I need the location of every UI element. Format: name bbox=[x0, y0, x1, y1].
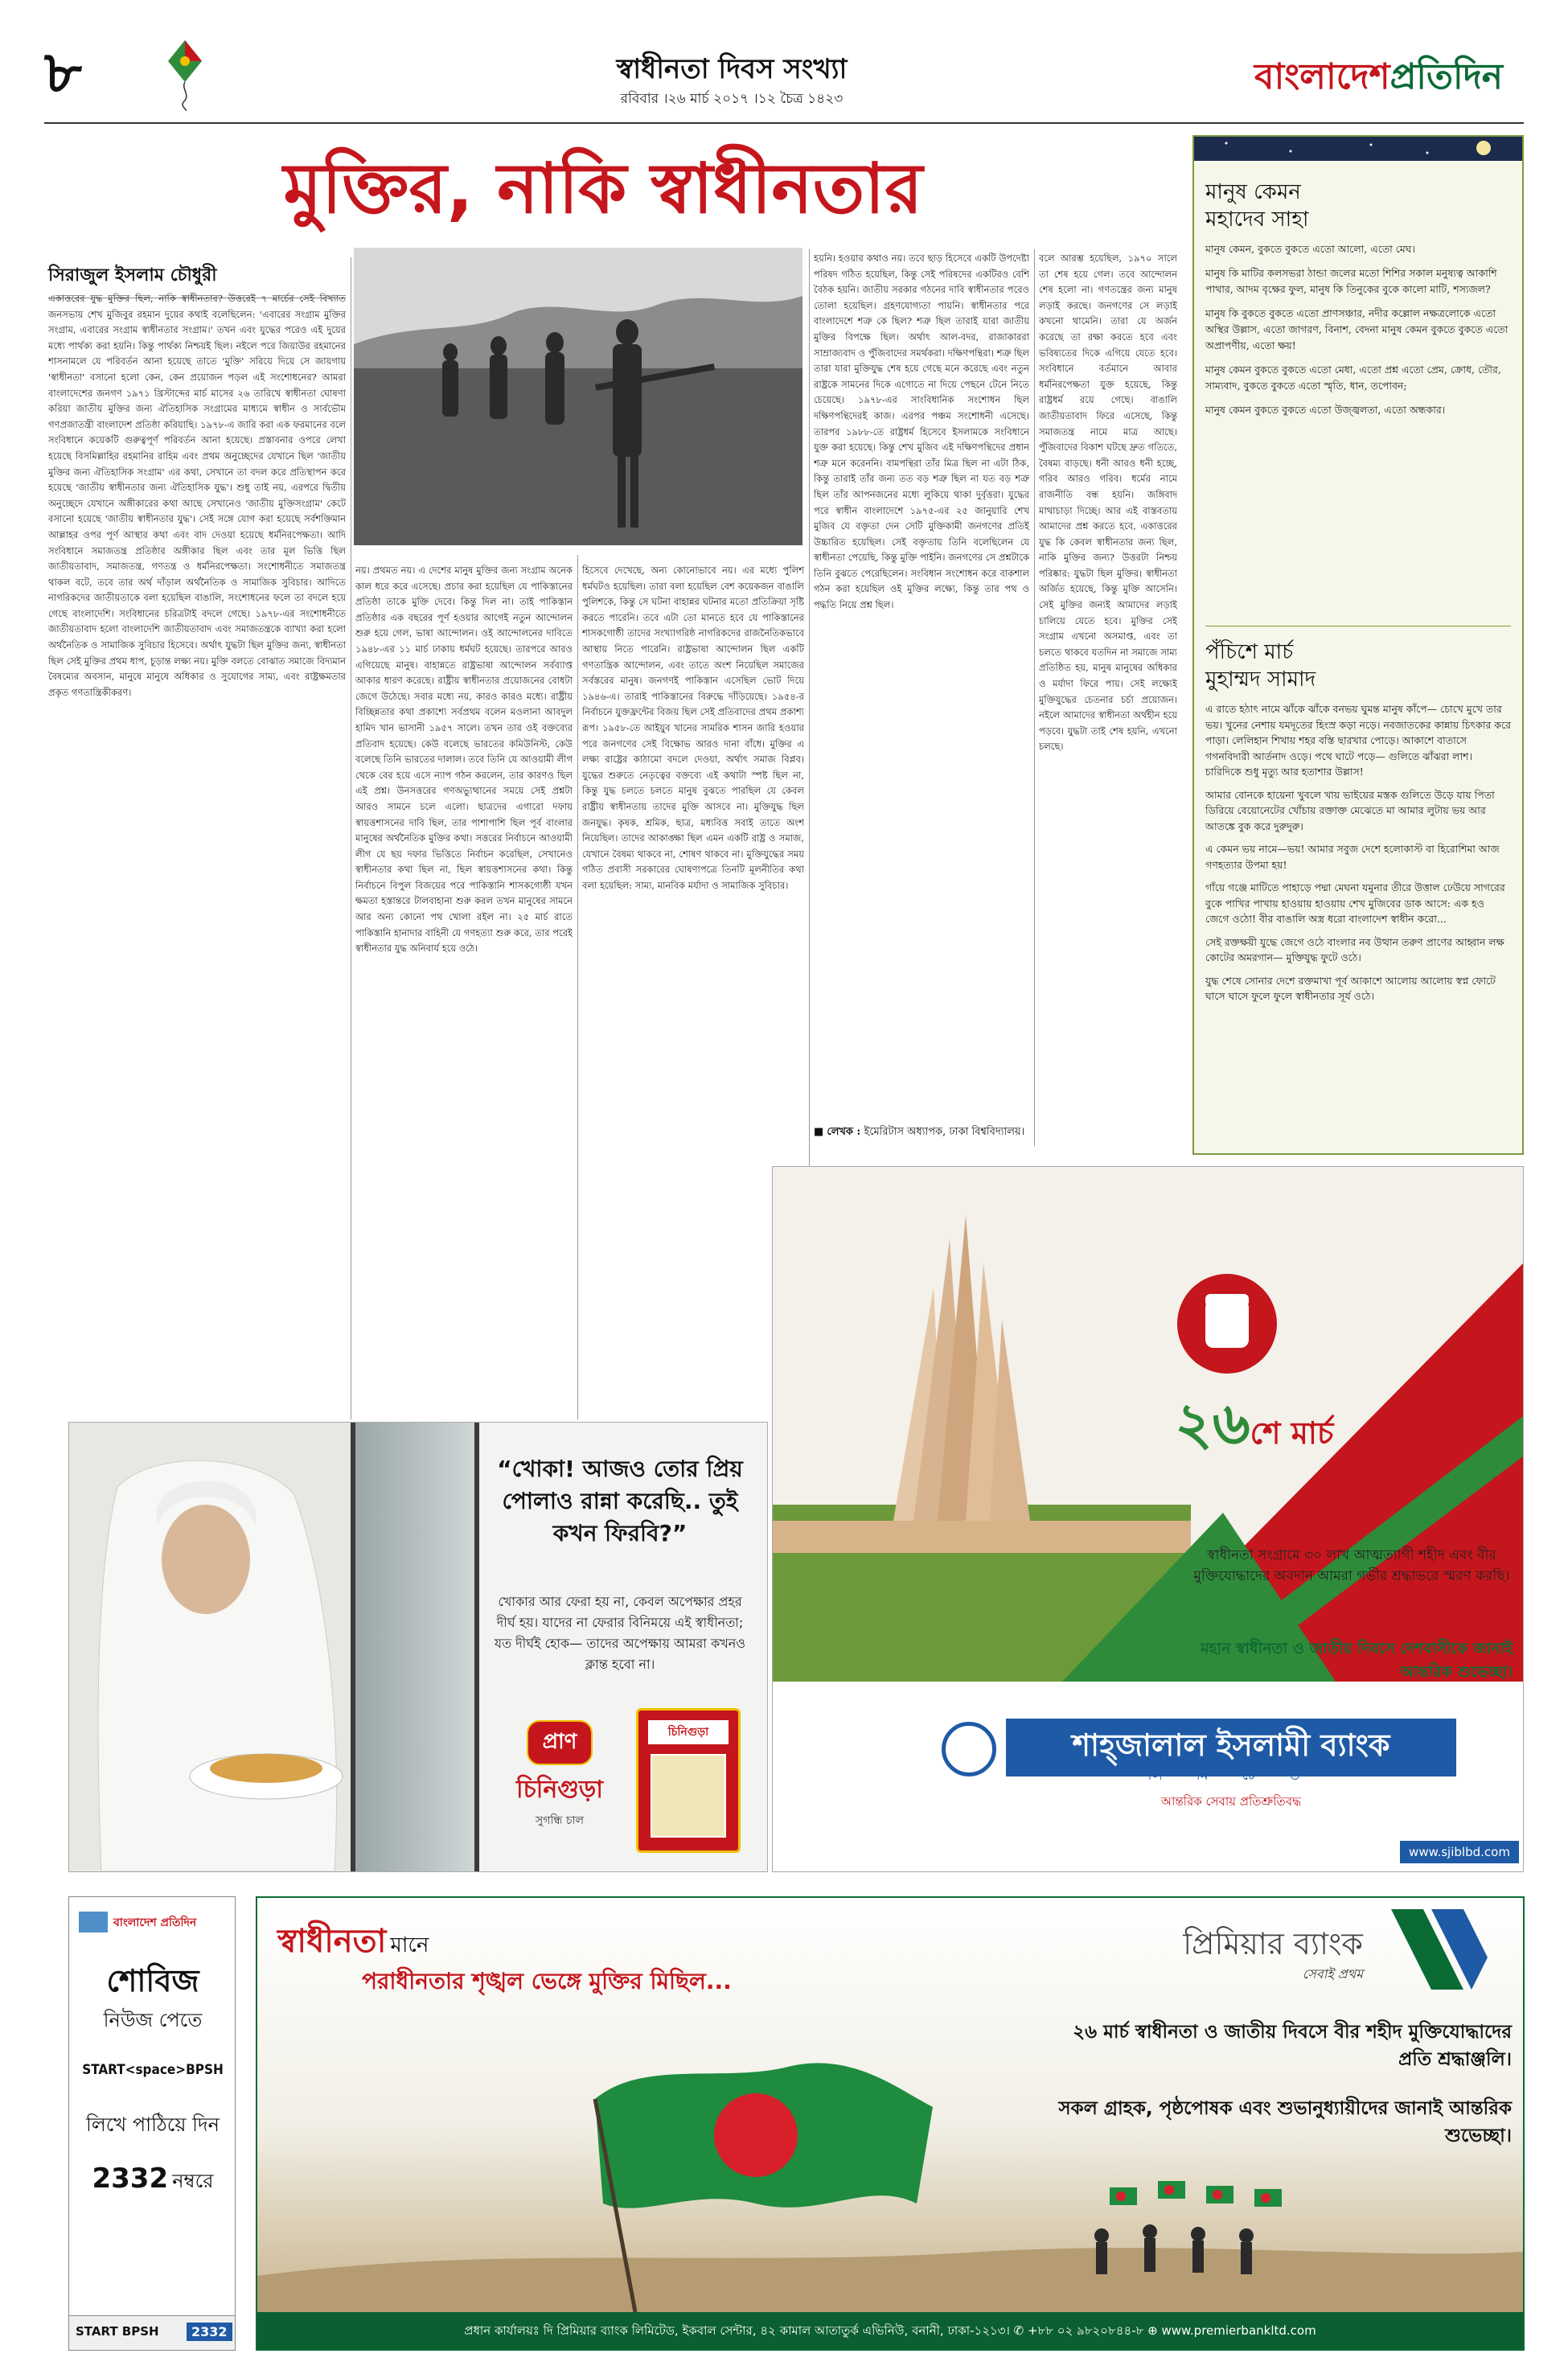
sms-ad[interactable] bbox=[68, 1896, 236, 2351]
column-divider bbox=[577, 555, 578, 1419]
article-column-2: নয়। প্রথমত নয়। এ দেশের মানুষ মুক্তির জন্য সংগ্রাম অনেক কাল ধরে করে এসেছে। প্রচার করা হয়েছিল যে পাকিস্তানের প্রতিষ্ঠা তাকে মুক্তি দেবে। কিন্তু দিল না। তাই পাকিস্তান প্রতিষ্ঠার এক বছরের পূর্ণ হওয়ার আগেই নতুন আন্দোলন শুরু হয়ে গেল, ভাষা আন্দোলন। ওই আন্দোলনের দাবিতে ১৯৪৮-এর ১১ মার্চ ঢাকায় ধর্মঘট হয়েছে। তারপরে আরও এগিয়েছে মানুষ। বাহান্নতে রাষ্ট্রভাষা আন্দোলন সর্বব্যাপ্ত আকার ধারণ করেছে। রাষ্ট্রীয় স্বাধীনতার প্রয়োজনের বোধটা জেগে উঠেছে। সবার মধ্যে নয়, কারও কারও মধ্যে। রাষ্ট্রীয় বিচ্ছিন্নতার কথা প্রকাশ্যে সর্বপ্রথম বলেন মওলানা আবদুল হামিদ খান ভাসানী ১৯৫৭ সালে। তখন তার ওই বক্তব্যের প্রতিবাদ হয়েছে। কেউ বলেছে ভারতের কমিউনিস্ট, কেউ বলেছে তিনি ভারতের দালাল। তবে তিনি যে আওয়ামী লীগ থেকে বের হয়ে এসে ন্যাপ গঠন করলেন, তার কারণও ছিল এই প্রশ্ন। উনসত্তরের গণঅভ্যুত্থানের সময়ে সেই প্রশ্নটা আরও সামনে চলে এলো। ছাত্রদের এগারো দফায় স্বায়ত্তশাসনের দাবি ছিল, তার পাশাপাশি ছিল পূর্ব বাংলার মানুষের অর্থনৈতিক মুক্তির কথা। সত্তরের নির্বাচনে আওয়ামী লীগ যে ছয় দফার ভিত্তিতে নির্বাচন করেছিল, সেখানেও স্বাধীনতার কথা ছিল না, ছিল স্বায়ত্তশাসনের কথা। কিন্তু নির্বাচনে বিপুল বিজয়ের পরে পাকিস্তানি শাসকগোষ্ঠী যখন ক্ষমতা হস্তান্তরে টালবাহানা শুরু করল তখন মানুষের সামনে আর অন্য কোনো পথ খোলা রইল না। ২৫ মার্চ রাতে পাকিস্তানি হানাদার বাহিনী যে গণহত্যা শুরু করে, তার পরেই স্বাধীনতার যুদ্ধ অনিবার্য হয়ে ওঠে। bbox=[355, 565, 573, 955]
poem1-author: মহাদেব সাহা bbox=[1205, 207, 1309, 232]
sms-code: START<space>BPSH bbox=[82, 2062, 224, 2078]
dateline: রবিবার ।২৬ মার্চ ২০১৭ ।১২ চৈত্র ১৪২৩ bbox=[620, 91, 844, 107]
poem-stanza: মানুষ কেমন বুকতে বুকতে এতো মেধা, এতো প্রশ্ন এতো প্রেম, ক্রোধ, তৌর, সাম্যবাদ, বুকতে বুকতে এতো স্মৃতি, ধান, তপোবন; bbox=[1205, 363, 1501, 392]
issue-title: স্বাধীনতা দিবস সংখ্যা bbox=[616, 53, 848, 85]
sjibl-bank-name: শাহ্‌জালাল ইসলামী ব্যাংক bbox=[1006, 1719, 1456, 1776]
pran-product-name: চিনিগুড়া bbox=[516, 1776, 603, 1804]
sjibl-bank-suffix: লি মি টে ড bbox=[1147, 1767, 1315, 1784]
night-sky-illustration bbox=[1194, 137, 1522, 161]
article-column-1: একাত্তরের যুদ্ধ মুক্তির ছিল, নাকি স্বাধীনতার? উত্তরেই ৭ মার্চের সেই বিখ্যাত জনসভায় শেখ মুজিবুর রহমান দুয়ের কথাই বলেছিলেন: 'এবারের সংগ্রাম মুক্তির সংগ্রাম, এবারের সংগ্রাম স্বাধীনতার সংগ্রাম।' তখন এবং যুদ্ধের পরেও এই দুয়ের মধ্যে পার্থক্য করা হয়নি। কিন্তু পার্থক্য নিশ্চয়ই ছিল। নইলে পরে জিয়াউর রহমানের শাসনামলে যে পরিবর্তন আনা হয়েছে তাতে 'মুক্তি' সরিয়ে দিয়ে সে জায়গায় 'স্বাধীনতা' বসানো হলো কেন, কেন প্রয়োজন পড়ল এই সংশোধনের? আমরা বাংলাদেশের জনগণ ১৯৭১ খ্রিস্টাব্দের মার্চ মাসের ২৬ তারিখে স্বাধীনতা ঘোষণা করিয়া জাতীয় মুক্তির জন্য ঐতিহাসিক সংগ্রামের মাধ্যমে স্বাধীন ও সার্বভৌম গণপ্রজাতন্ত্রী বাংলাদেশ প্রতিষ্ঠা করিয়াছি। ১৯৭৮-এ জারি করা এক ফরমানের বলে সংবিধানে কয়েকটি গুরুত্বপূর্ণ পরিবর্তন আনা হয়েছে। প্রস্তাবনার ওপরে লেখা হয়েছে বিসমিল্লাহির রহমানির রাহিম এবং প্রথম অনুচ্ছেদের যেখানে ছিল 'জাতীয় মুক্তির জন্য ঐতিহাসিক সংগ্রাম' এর কথা, সেখানে তা বদল করে প্রতিস্থাপন করে হয়েছে 'জাতীয় স্বাধীনতার জন্য ঐতিহাসিক যুদ্ধ'। শুধু তাই নয়, এরপরে দ্বিতীয় অনুচ্ছেদে যেখানে অঙ্গীকারের কথা আছে সেখানেও 'জাতীয় মুক্তিসংগ্রাম' কেটে বসানো হয়েছে 'জাতীয় স্বাধীনতার যুদ্ধ'। সেই সঙ্গে যোগ করা হয়েছে সর্বশক্তিমান আল্লাহর ওপর পূর্ণ আস্থার কথা এবং বাদ দেওয়া হয়েছে ধর্মনিরপেক্ষতা। আদি সংবিধানে সমাজতন্ত্র প্রতিষ্ঠার অঙ্গীকার ছিল এবং তার মূল ভিত্তি ছিল জাতীয়তাবাদ, সমাজতন্ত্র, গণতন্ত্র ও ধর্মনিরপেক্ষতা। সংশোধনীতে সমাজতন্ত্র থাকল বটে, তবে তার অর্থ দাঁড়াল অর্থনৈতিক ও সামাজিক সুবিচার। আদিতে নাগরিকদের জাতীয়তাকে বলা হয়েছিল বাঙালি, সংশোধনের ফলে তা বদলে হয়ে গেছে বাংলাদেশি। সংবিধানের চরিত্রটাই বদলে গেছে। ১৯৭৮-এর সংশোধনীতে জাতীয়তাবাদ হলো বাংলাদেশি জাতীয়তাবাদ এবং সমাজতন্ত্রকে ব্যাখ্যা করা হলো অর্থনৈতিক ও সামাজিক সুবিচার হিসেবে। অর্থাৎ যুদ্ধটা ছিল মুক্তির জন্য, স্বাধীনতা ছিল সেই মুক্তির প্রথম ধাপ, চূড়ান্ত লক্ষ্য নয়। মুক্তি বলতে বোঝাত সমাজে বিদ্যমান বৈষম্যের অবসান, মানুষে মানুষে অধিকার ও সুযোগের সাম্য, এবং রাষ্ট্রক্ষমতার প্রকৃত গণতান্ত্রিকীকরণ। bbox=[48, 293, 346, 698]
sms-footer-number: 2332 bbox=[187, 2323, 232, 2341]
poem2-title: পঁচিশে মার্চ bbox=[1205, 640, 1294, 664]
freedom-fighters-photo bbox=[354, 248, 802, 545]
poem1-body bbox=[1205, 241, 1511, 418]
sms-brand: বাংলাদেশ প্রতিদিন bbox=[113, 1916, 197, 1929]
premier-message-2: সকল গ্রাহক, পৃষ্ঠপোষক এবং শুভানুধ্যায়ীদের জানাই আন্তরিক শুভেচ্ছা। bbox=[1058, 2098, 1512, 2146]
rice-pack-window bbox=[651, 1754, 726, 1838]
premier-subheadline: পরাধীনতার শৃঙ্খল ভেঙ্গে মুক্তির মিছিল... bbox=[362, 1968, 732, 1994]
sjibl-message-2: মহান স্বাধীনতা ও জাতীয় দিবসে দেশবাসীকে জানাই আন্তরিক শুভেচ্ছা। bbox=[1200, 1640, 1513, 1681]
masthead-part2: প্রতিদিন bbox=[1389, 56, 1503, 97]
premier-footer: প্রধান কার্যালয়ঃ দি প্রিমিয়ার ব্যাংক লিমিটেড, ইকবাল সেন্টার, ৪২ কামাল আতাতুর্ক এভিনিউ, বনানী, ঢাকা-১২১৩। ✆ +৮৮ ০২ ৯৮২০৮৪৪-৮ ⊕ www.premierbankltd.com bbox=[257, 2312, 1523, 2349]
pran-product-sub: সুগন্ধি চাল bbox=[535, 1814, 584, 1827]
poem2-author: মুহাম্মদ সামাদ bbox=[1205, 667, 1316, 692]
poem-stanza: গাঁয়ে গঞ্জে মাটিতে পাহাড়ে পদ্মা মেঘনা যমুনার তীরে উত্তাল ঢেউয়ে সাগরের বুকে পাখির পাখায় হাওয়ায় হাওয়ায় শেখ মুজিবের ডাক আসে: এক হও জেগে ওঠো! বীর বাঙালি অস্ত্র ধরো বাংলাদেশ স্বাধীন করো... bbox=[1205, 881, 1505, 925]
page-number: ৮ bbox=[44, 38, 82, 106]
sms-number-line bbox=[69, 2162, 236, 2199]
sms-subtitle: নিউজ পেতে bbox=[103, 2009, 203, 2031]
photo-illustration bbox=[354, 248, 802, 545]
poem1-title: মানুষ কেমন bbox=[1205, 180, 1301, 204]
poem-stanza: যুদ্ধ শেষে সোনার দেশে রক্তমাখা পূর্ব আকাশে আলোয় আলোয় স্বপ্ন ফোটে ঘাসে ঘাসে ফুলে ফুলে স্বাধীনতার সূর্য ওঠে। bbox=[1205, 974, 1496, 1002]
poem-stanza: আমার বোনকে হায়েনা খুবলে খায় ভাইয়ের মস্তক গুলিতে উড়ে যায় পিতা ডিরিয়ে বেয়োনেটের খোঁচায় রক্তাক্ত মেঝেতে মা আমার লুটায় ভয় আর আতঙ্কে বুক করে দুরুদুরু। bbox=[1205, 788, 1495, 832]
poem-stanza: মানুষ কেমন, বুকতে বুকতে এতো আলো, এতো মেঘ। bbox=[1205, 243, 1415, 255]
sms-number-suffix: নম্বরে bbox=[172, 2170, 214, 2192]
writer-note-text: ইমেরিটাস অধ্যাপক, ঢাকা বিশ্ববিদ্যালয়। bbox=[864, 1126, 1025, 1138]
poem2-body bbox=[1205, 701, 1511, 1004]
writer-note bbox=[814, 1124, 1176, 1141]
sjibl-badge-number: ২৬ bbox=[1175, 1390, 1250, 1457]
pran-ad[interactable] bbox=[68, 1422, 768, 1872]
premier-logo-icon bbox=[1383, 1909, 1488, 1990]
sjibl-badge bbox=[1175, 1380, 1384, 1477]
fist-icon bbox=[1159, 1263, 1295, 1384]
writer-note-label: লেখক : bbox=[827, 1126, 861, 1138]
premier-bank-tagline: সেবাই প্রথম bbox=[1302, 1966, 1363, 1982]
sjibl-ad[interactable] bbox=[772, 1166, 1524, 1872]
masthead-logo bbox=[1254, 50, 1503, 109]
poem-stanza: এ কেমন ভয় নামে—ভয়! আমার সবুজ দেশে হলোকাস্ট বা হিরোশিমা আজ গণহত্যার উপমা হয়! bbox=[1205, 843, 1500, 871]
sjibl-url[interactable]: www.sjiblbd.com bbox=[1400, 1841, 1519, 1863]
article-headline: মুক্তির, নাকি স্বাধীনতার bbox=[283, 149, 923, 229]
envelope-icon bbox=[79, 1912, 108, 1932]
premier-headline bbox=[277, 1916, 429, 1969]
pran-brand-badge bbox=[499, 1720, 620, 1830]
memorial-illustration bbox=[773, 1167, 1523, 1682]
poem-stanza: সেই রক্তক্ষয়ী যুদ্ধে জেগে ওঠে বাংলার নব উত্থান তরুণ প্রাণের আহ্বান লক্ষ কোটের অমরগান— মুক্তিযুদ্ধ ফুটে ওঠে। bbox=[1205, 935, 1504, 963]
premier-headline-red: স্বাধীনতা bbox=[277, 1923, 387, 1960]
poem-stanza: মানুষ কেমন বুকতে বুকতে এতো উজ্জ্বলতা, এতো অন্ধকার। bbox=[1205, 404, 1446, 416]
pran-quote: “খোকা! আজও তোর প্রিয় পোলাও রান্না করেছি.. তুই কখন ফিরবি?” bbox=[497, 1456, 743, 1546]
rice-pack bbox=[636, 1708, 741, 1853]
premier-bank-name: প্রিমিয়ার ব্যাংক bbox=[1183, 1926, 1363, 1961]
rice-pack-label: চিনিগুড়া bbox=[648, 1720, 729, 1744]
sjibl-logo-icon bbox=[942, 1722, 996, 1776]
premier-bank-ad[interactable] bbox=[256, 1896, 1525, 2351]
premier-message-1: ২৬ মার্চ স্বাধীনতা ও জাতীয় দিবসে বীর শহীদ মুক্তিযোদ্ধাদের প্রতি শ্রদ্ধাঞ্জলি। bbox=[1073, 2022, 1512, 2070]
mother-photo bbox=[69, 1423, 351, 1871]
masthead-part1: বাংলাদেশ bbox=[1254, 56, 1390, 97]
pran-body: খোকার আর ফেরা হয় না, কেবল অপেক্ষার প্রহর দীর্ঘ হয়। যাদের না ফেরার বিনিময়ে এই স্বাধীনতা; যত দীর্ঘই হোক— তাদের অপেক্ষায় আমরা কখনও ক্লান্ত হবো না। bbox=[494, 1594, 746, 1672]
sjibl-badge-text: শে মার্চ bbox=[1250, 1415, 1334, 1451]
poem-stanza: এ রাতে হঠাৎ নামে ঝাঁকে ঝাঁকে বনভয় ঘুমন্ত মানুষ কাঁপে— চোখে মুখে তার ভয়। খুনের নেশায় যমদূতের হিংস্র কড়া নড়ে। নবজাতকের কান্নায় চিৎকার করে পাড়া। লেলিহান শিখায় শহর বস্তি ছারখার পোড়ে। আকাশে বাতাসে গগনবিদারী আর্তনাদ ওড়ে। পথে ঘাটে পড়ে— গুলিতে ঝাঁঝরা লাশ। চারিদিকে শুধু মৃত্যু আর হতাশার উল্লাস! bbox=[1205, 703, 1511, 778]
writer-note-bullet: ■ bbox=[814, 1126, 827, 1138]
premier-headline-black: মানে bbox=[390, 1933, 429, 1957]
article-column-5: বলে আরম্ভ হয়েছিল, ১৯৭০ সালে তা শেষ হয়ে গেল। তবে আন্দোলন শেষ হলো না। গণতন্ত্রের জন্য মানুষ লড়াই করছে। জনগণের সে লড়াই কখনো থামেনি। তারা যে অর্জন করেছে তা রক্ষা করতে হবে এবং ভবিষ্যতের দিকে এগিয়ে যেতে হবে। সংবিধানে বর্তমানে আবার ধর্মনিরপেক্ষতা যুক্ত হয়েছে, কিন্তু রাষ্ট্রধর্ম রয়ে গেছে। বাঙালি জাতীয়তাবাদ ফিরে এসেছে, কিন্তু সমাজতন্ত্র নামে মাত্র আছে। পুঁজিবাদের বিকাশ ঘটছে দ্রুত গতিতে, বৈষম্য বাড়ছে। ধনী আরও ধনী হচ্ছে, গরিব আরও গরিব। ধর্মের নামে রাজনীতি বন্ধ হয়নি। জঙ্গিবাদ মাথাচাড়া দিচ্ছে। আর এই বাস্তবতায় আমাদের প্রশ্ন করতে হবে, একাত্তরের যুদ্ধ কি কেবল স্বাধীনতার জন্য ছিল, নাকি মুক্তির জন্য? উত্তরটা নিশ্চয় পরিষ্কার: যুদ্ধটা ছিল মুক্তির। স্বাধীনতা অর্জিত হয়েছে, কিন্তু মুক্তি আসেনি। সেই মুক্তির জন্যই আমাদের লড়াই চালিয়ে যেতে হবে। মুক্তির সেই সংগ্রাম এখনো অসমাপ্ত, এবং তা চলতে থাকবে যতদিন না সমাজে সাম্য প্রতিষ্ঠিত হয়, মানুষ মানুষের অধিকার ও মর্যাদা ফিরে পায়। সেই লক্ষ্যেই মুক্তিযুদ্ধের চেতনার চর্চা প্রয়োজন। নইলে আমাদের স্বাধীনতা অর্থহীন হয়ে পড়বে। যুদ্ধটা তাই শেষ হয়নি, এখনো চলছে। bbox=[1039, 253, 1177, 753]
sjibl-tagline: আন্তরিক সেবায় প্রতিশ্রুতিবদ্ধ bbox=[1160, 1794, 1302, 1809]
pran-brand-name: প্রাণ bbox=[527, 1720, 593, 1765]
sms-title: শোবিজ bbox=[106, 1963, 199, 1998]
column-divider bbox=[1034, 249, 1035, 1146]
sms-instruction: লিখে পাঠিয়ে দিন bbox=[86, 2113, 220, 2136]
sjibl-message-1: স্বাধীনতা সংগ্রামে ৩০ লাখ আত্মত্যাগী শহীদ এবং বীর মুক্তিযোদ্ধাদের অবদান আমরা গভীর শ্রদ্ধাভরে স্মরণ করছি। bbox=[1193, 1547, 1510, 1584]
article-column-4: হয়নি। হওয়ার কথাও নয়। তবে ছাড় হিসেবে একটি উপদেষ্টা পরিষদ গঠিত হয়েছিল, কিন্তু সেই পরিষদের একটিরও বেশি বৈঠক হয়নি। জাতীয় সরকার গঠনের দাবি স্বাধীনতার পরেও তোলা হয়েছিল। গ্রহণযোগ্যতা পায়নি। স্বাধীনতার পরে বাংলাদেশে শত্রু কে ছিল? শত্রু ছিল তারাই যারা জাতীয় মুক্তির বিপক্ষে ছিল। অর্থাৎ আল-বদর, রাজাকাররা সাম্রাজ্যবাদ ও পুঁজিবাদের সমর্থকরা। দক্ষিণপন্থিরা। শত্রু ছিল তারা যারা মুক্তিযুদ্ধ শেষ হয়ে গেছে মনে করেছে এবং নতুন রাষ্ট্রকে সামনের দিকে এগোতে না দিয়ে পেছনে টেনে নিতে চেয়েছে। ১৯৭৮-এর সাংবিধানিক সংশোধন ছিল দক্ষিণপন্থিদেরই কাজ। এরপর পঞ্চম সংশোধনী এসেছে। তারপর ১৯৮৮-তে রাষ্ট্রধর্ম হিসেবে ইসলামকে সংবিধানে যুক্ত করা হয়েছে। কিন্তু শেখ মুজিব এই দক্ষিণপন্থিদের প্রধান শত্রু মনে করেননি। বামপন্থিরা তাঁর মিত্র ছিল না এটা ঠিক, কিন্তু তারাই তাঁর জন্য তত বড় শত্রু ছিল না যত বড় শত্রু ছিল তাঁর আপনজনের মধ্যে লুকিয়ে থাকা দুর্বৃত্তরা। যুদ্ধের পরে স্বাধীন বাংলাদেশে ১৯৭৫-এর ২৫ জানুয়ারি শেখ মুজিব যে বক্তৃতা দেন সেটি মুক্তিকামী জনগণের প্রতিই উচ্চারিত হয়েছিল। সেই বক্তৃতায় তিনি বলেছিলেন যে স্বাধীনতা পেয়েছি, কিন্তু মুক্তি পাইনি। জনগণের সে প্রশ্নটাকে তিনি বুঝতে পেরেছিলেন। সংবিধান সংশোধন করে বাকশাল গঠন করা হয়েছিল ওই মুক্তির লক্ষ্যে, কিন্তু তার পথ ও পদ্ধতি নিয়ে প্রশ্ন ছিল। bbox=[814, 253, 1029, 611]
author-byline: সিরাজুল ইসলাম চৌধুরী bbox=[48, 261, 346, 298]
poem-stanza: মানুষ কি মাটির কলসভরা ঠান্ডা জলের মতো শিশির সকাল মনুষ্যত্ব আকাশি পাথার, আদম বৃক্ষের ফুল, মানুষ কি তিনুকের বুকে কালো মাটি, শস্যজল? bbox=[1205, 267, 1497, 295]
sms-footer-code: START BPSH bbox=[76, 2324, 159, 2339]
kite-icon bbox=[165, 39, 205, 111]
poem-stanza: মানুষ কি বুকতে বুকতে এতো প্রাণসঞ্চার, নদীর কল্লোল নক্ষত্রলোকে এতো অস্থির উল্লাস, এতো জাগরণ, বিনাশ, বেদনা মানুষ কেমন বুকতে বুকতে এতো অপ্রাপণীয়, এতো ক্ষয়! bbox=[1205, 307, 1508, 351]
poem-box bbox=[1192, 135, 1524, 1155]
article-column-3: হিসেবে দেখেছে, অন্য কোনোভাবে নয়। এর মধ্যে পুলিশ ধর্মঘটও হয়েছিল। তারা বলা হয়েছিল বেশ কয়েকজন বাঙালি পুলিশকে, কিন্তু সে ঘটনা বাহান্নর ঘটনার মতো প্রতিক্রিয়া সৃষ্টি করতে পারেনি। তবে এটা তো মানতে হবে যে পাকিস্তানের শাসকগোষ্ঠী তাদের সংখ্যাগরিষ্ঠ নাগরিকদের রাজনৈতিকভাবে আস্থায় নিতে পারেনি। রাষ্ট্রভাষা আন্দোলন ছিল একটি গণতান্ত্রিক আন্দোলন, এবং তাতে অংশ নিয়েছিল সমাজের সর্বস্তরের মানুষ। জনগণই পাকিস্তান এসেছিল ভোট দিয়ে ১৯৪৬-এ। তারাই পাকিস্তানের বিরুদ্ধে দাঁড়িয়েছে। ১৯৫৪-র নির্বাচনে যুক্তফ্রন্টের বিজয় ছিল সেই প্রতিবাদের প্রথম প্রকাশ্য রূপ। ১৯৫৮-তে আইয়ুব খানের সামরিক শাসন জারি হওয়ার পরে জনগণের সেই বিক্ষোভ আরও দানা বাঁধে। মুক্তির এ লক্ষ্য রাষ্ট্রের কাঠামো বদলে দেওয়া, অর্থাৎ সমাজ বিপ্লব। যুদ্ধের শুরুতে নেতৃত্বের বক্তব্যে এই কথাটা স্পষ্ট ছিল না, কিন্তু যুদ্ধ চলতে চলতে মানুষ বুঝতে পারছিল যে কেবল রাষ্ট্রীয় স্বাধীনতায় তাদের মুক্তি আসবে না। মুক্তিযুদ্ধ ছিল জনযুদ্ধ। কৃষক, শ্রমিক, ছাত্র, মধ্যবিত্ত সবাই তাতে অংশ নিয়েছিল। তাদের আকাঙ্ক্ষা ছিল এমন একটি রাষ্ট্র ও সমাজ, যেখানে বৈষম্য থাকবে না, শোষণ থাকবে না। মুক্তিযুদ্ধের সময় গঠিত প্রবাসী সরকারের ঘোষণাপত্রে তিনটি মূলনীতির কথা বলা হয়েছিল: সাম্য, মানবিক মর্যাদা ও সামাজিক সুবিচার। bbox=[582, 565, 804, 891]
sms-footer bbox=[69, 2315, 236, 2351]
window-illustration bbox=[351, 1423, 479, 1871]
sms-number: 2332 bbox=[92, 2162, 169, 2195]
header-divider bbox=[44, 122, 1524, 124]
